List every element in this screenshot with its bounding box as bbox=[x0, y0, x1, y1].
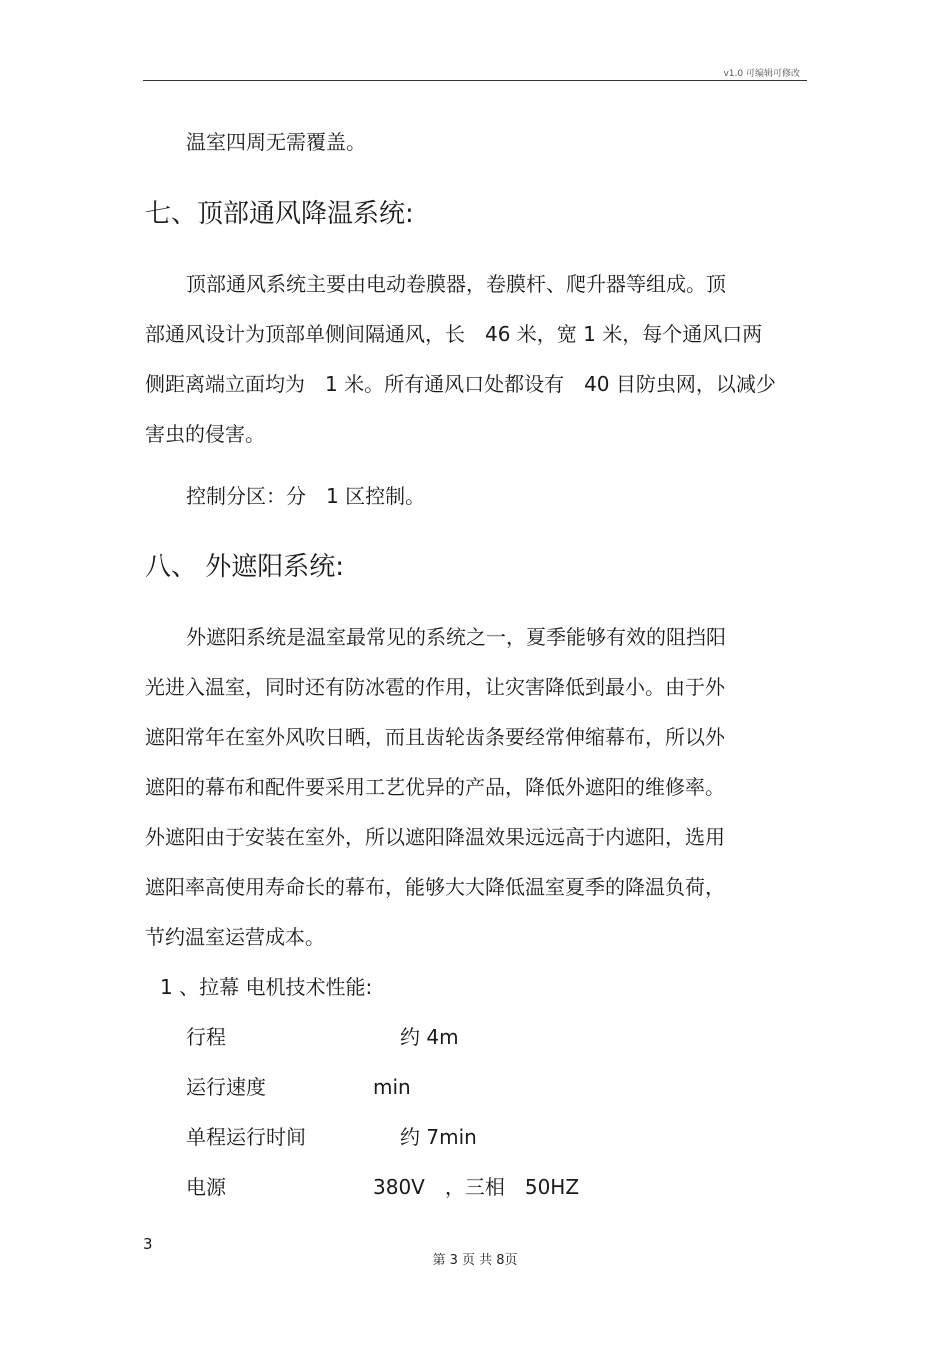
paragraph-line: 侧距离端立面均为 1 米。所有通风口处都设有 40 目防虫网，以减少 bbox=[145, 372, 776, 396]
paragraph-line: 控制分区：分 1 区控制。 bbox=[186, 484, 426, 508]
paragraph-line: 害虫的侵害。 bbox=[145, 422, 265, 446]
paragraph-line: 外遮阳由于安装在室外，所以遮阳降温效果远远高于内遮阳，选用 bbox=[145, 825, 725, 849]
paragraph-line: 光进入温室，同时还有防冰雹的作用，让灾害降低到最小。由于外 bbox=[145, 675, 725, 699]
spec-value: min bbox=[373, 1075, 411, 1099]
list-item-heading: 1 、拉幕 电机技术性能: bbox=[160, 975, 373, 999]
paragraph-line: 遮阳的幕布和配件要采用工艺优异的产品，降低外遮阳的维修率。 bbox=[145, 775, 725, 799]
spec-value: 约 4m bbox=[400, 1025, 459, 1049]
spec-label: 电源 bbox=[186, 1175, 226, 1199]
spec-value: 380V ，三相 50HZ bbox=[373, 1175, 580, 1199]
paragraph-line: 节约温室运营成本。 bbox=[145, 925, 325, 949]
paragraph-line: 遮阳率高使用寿命长的幕布，能够大大降低温室夏季的降温负荷， bbox=[145, 875, 725, 899]
spec-label: 行程 bbox=[186, 1025, 226, 1049]
paragraph-line: 外遮阳系统是温室最常见的系统之一，夏季能够有效的阻挡阳 bbox=[186, 625, 726, 649]
spec-value: 约 7min bbox=[400, 1125, 477, 1149]
page-number-marker: 3 bbox=[143, 1235, 153, 1253]
section-heading-7: 七、顶部通风降温系统: bbox=[145, 199, 414, 229]
header-rule bbox=[143, 80, 807, 81]
paragraph-line: 部通风设计为顶部单侧间隔通风，长 46 米，宽 1 米，每个通风口两 bbox=[145, 322, 763, 346]
paragraph-line: 顶部通风系统主要由电动卷膜器，卷膜杆、爬升器等组成。顶 bbox=[186, 272, 726, 296]
spec-label: 单程运行时间 bbox=[186, 1125, 306, 1149]
header-version-note: v1.0 可编辑可修改 bbox=[723, 69, 800, 79]
paragraph-line: 温室四周无需覆盖。 bbox=[186, 130, 366, 154]
paragraph-line: 遮阳常年在室外风吹日晒，而且齿轮齿条要经常伸缩幕布，所以外 bbox=[145, 725, 725, 749]
section-heading-8: 八、 外遮阳系统: bbox=[145, 552, 345, 582]
spec-label: 运行速度 bbox=[186, 1075, 266, 1099]
page-footer: 第 3 页 共 8页 bbox=[432, 1253, 518, 1268]
